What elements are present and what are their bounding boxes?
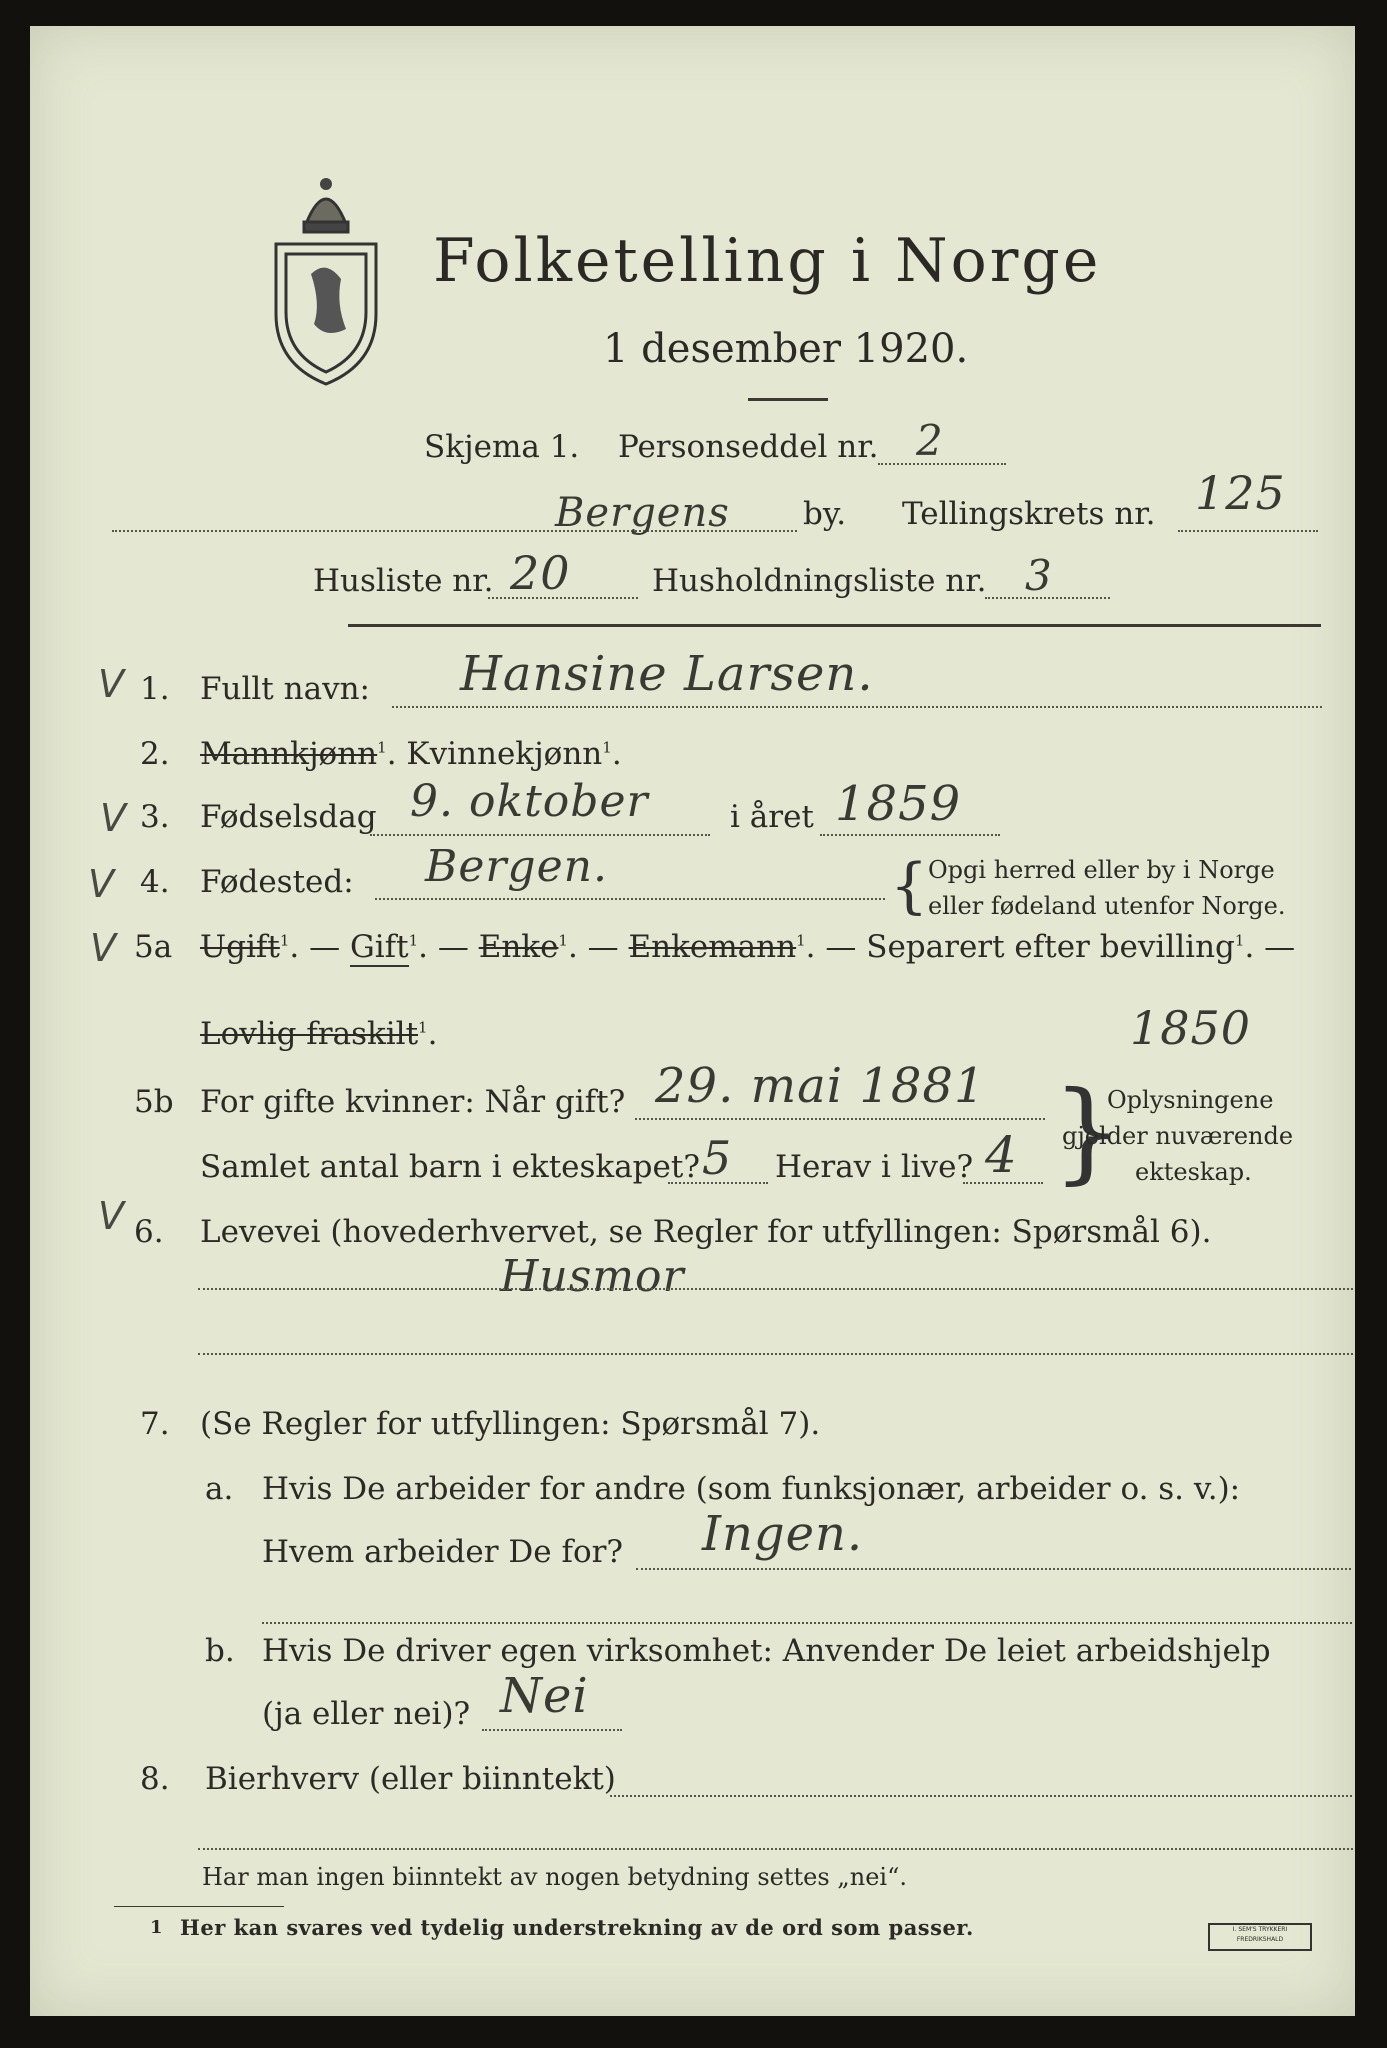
q5b-ilive-value: 4 bbox=[985, 1126, 1018, 1184]
form-date: 1 desember 1920. bbox=[603, 326, 969, 372]
q5a-sup-ugift: 1 bbox=[279, 931, 290, 950]
q2-options bbox=[200, 736, 622, 772]
q7a-value: Ingen. bbox=[702, 1506, 864, 1562]
q7a-line-2 bbox=[262, 1622, 1352, 1624]
q2-dot-2: . bbox=[611, 736, 622, 772]
option-kvinnekjonn: Kvinnekjønn bbox=[406, 736, 603, 772]
q4-label: Fødested: bbox=[200, 864, 354, 900]
option-separert: Separert efter bevilling bbox=[866, 929, 1235, 965]
label-personseddel: Personseddel nr. bbox=[618, 429, 879, 465]
footnote-text: Her kan svares ved tydelig understrekning av de ord som passer. bbox=[180, 1915, 974, 1940]
q3-year-line bbox=[820, 834, 1000, 836]
form-title: Folketelling i Norge bbox=[433, 226, 1102, 296]
q5a-sep-2: . — bbox=[418, 929, 469, 965]
q5a-sup-gift: 1 bbox=[408, 931, 419, 950]
q5a-margin-note: 1850 bbox=[1130, 1001, 1252, 1055]
q5b-brace: } bbox=[1052, 1067, 1122, 1195]
label-skjema: Skjema 1. bbox=[424, 429, 580, 465]
q7b-letter: b. bbox=[205, 1633, 235, 1669]
q6-label: Levevei (hovederhvervet, se Regler for utfyllingen: Spørsmål 6). bbox=[200, 1214, 1212, 1250]
q4-note-1: Opgi herred eller by i Norge bbox=[928, 856, 1275, 884]
census-form bbox=[30, 26, 1355, 2016]
q6-line-2 bbox=[198, 1353, 1353, 1355]
checkmark-q3: V bbox=[100, 796, 126, 840]
husliste-value: 20 bbox=[510, 546, 571, 600]
q1-line bbox=[392, 706, 1322, 708]
q3-year-label: i året bbox=[730, 799, 814, 835]
q7b-value: Nei bbox=[500, 1668, 589, 1724]
q5b-gift-value: 29. mai 1881 bbox=[655, 1058, 986, 1114]
q7a-label2: Hvem arbeider De for? bbox=[262, 1534, 624, 1570]
q7-number: 7. bbox=[140, 1406, 170, 1442]
q5b-label-gift: For gifte kvinner: Når gift? bbox=[200, 1084, 626, 1120]
q5b-note-3: ekteskap. bbox=[1135, 1158, 1252, 1186]
footnote-divider bbox=[114, 1906, 284, 1907]
q5b-gift-line bbox=[635, 1118, 1045, 1120]
q7a-text: Hvis De arbeider for andre (som funksjonær, arbeider o. s. v.): bbox=[262, 1471, 1241, 1507]
q5a-sep-3: . — bbox=[567, 929, 619, 965]
personseddel-value: 2 bbox=[916, 416, 944, 465]
checkmark-q6: V bbox=[98, 1194, 124, 1238]
q5a-number: 5a bbox=[134, 929, 173, 965]
q7a-line-1 bbox=[636, 1568, 1351, 1570]
q2-dot-1: . bbox=[386, 736, 397, 772]
option-ugift: Ugift bbox=[200, 929, 280, 965]
option-enkemann: Enkemann bbox=[628, 929, 797, 965]
q2-number: 2. bbox=[140, 736, 170, 772]
q2-sup-1: 1 bbox=[377, 738, 387, 757]
q4-number: 4. bbox=[140, 864, 170, 900]
q5a-sep-5: . — bbox=[1244, 929, 1296, 965]
q8-label: Bierhverv (eller biinntekt) bbox=[205, 1761, 616, 1797]
q8-line-2 bbox=[198, 1848, 1353, 1850]
checkmark-q5a: V bbox=[90, 926, 116, 970]
q5b-label-barn: Samlet antal barn i ekteskapet? bbox=[200, 1149, 700, 1185]
q6-number: 6. bbox=[134, 1214, 164, 1250]
option-mannkjonn: Mannkjønn bbox=[200, 736, 378, 772]
q3-day-value: 9. oktober bbox=[410, 776, 649, 827]
checkmark-q1: V bbox=[98, 662, 124, 706]
tellingskrets-line bbox=[1178, 530, 1318, 532]
checkmark-q4: V bbox=[88, 862, 114, 906]
q6-line-1 bbox=[198, 1288, 1353, 1290]
q5a-sup-enke: 1 bbox=[558, 931, 568, 950]
q8-line-1 bbox=[610, 1795, 1352, 1797]
label-husliste: Husliste nr. bbox=[313, 563, 494, 599]
q3-year-value: 1859 bbox=[835, 776, 962, 832]
option-enke: Enke bbox=[478, 929, 559, 965]
option-lovlig-fraskilt: Lovlig fraskilt bbox=[200, 1016, 419, 1052]
q3-day-line bbox=[370, 834, 710, 836]
q2-sup-2: 1 bbox=[602, 738, 612, 757]
header-divider bbox=[348, 624, 1321, 627]
q8-number: 8. bbox=[140, 1761, 170, 1797]
q3-label: Fødselsdag bbox=[200, 799, 377, 835]
q4-line bbox=[375, 898, 885, 900]
tellingskrets-value: 125 bbox=[1195, 466, 1286, 520]
label-tellingskrets: Tellingskrets nr. bbox=[902, 496, 1156, 532]
q5a-sep-4: . — bbox=[805, 929, 857, 965]
q6-value: Husmor bbox=[500, 1251, 685, 1302]
husholdning-value: 3 bbox=[1025, 551, 1053, 600]
q7b-line bbox=[482, 1729, 622, 1731]
q4-note-2: eller fødeland utenfor Norge. bbox=[928, 892, 1286, 920]
title-divider bbox=[748, 398, 828, 401]
q5b-barn-value: 5 bbox=[702, 1131, 733, 1185]
q5a-sup-enkemann: 1 bbox=[796, 931, 806, 950]
printer-stamp: I. SEM'S TRYKKERI FREDRIKSHALD bbox=[1208, 1923, 1312, 1951]
q7b-text: Hvis De driver egen virksomhet: Anvender De leiet arbeidshjelp bbox=[262, 1633, 1271, 1669]
q5b-note-2: gjelder nuværende bbox=[1062, 1122, 1294, 1150]
label-husholdning: Husholdningsliste nr. bbox=[652, 563, 987, 599]
q5a-options bbox=[200, 929, 1295, 965]
q4-value: Bergen. bbox=[425, 841, 608, 892]
q3-number: 3. bbox=[140, 799, 170, 835]
q7-label: (Se Regler for utfyllingen: Spørsmål 7). bbox=[200, 1406, 821, 1442]
label-by: by. bbox=[803, 496, 847, 532]
city-value: Bergens bbox=[555, 490, 730, 536]
footer-note: Har man ingen biinntekt av nogen betydning settes „nei“. bbox=[202, 1863, 907, 1891]
q5a-sep-1: . — bbox=[289, 929, 341, 965]
q5b-label-ilive: Herav i live? bbox=[775, 1149, 974, 1185]
q5a-lovlig bbox=[200, 1016, 437, 1052]
q1-label: Fullt navn: bbox=[200, 671, 370, 707]
q1-number: 1. bbox=[140, 671, 170, 707]
q5b-number: 5b bbox=[134, 1084, 174, 1120]
norway-coat-of-arms-icon bbox=[266, 164, 386, 389]
option-gift: Gift bbox=[349, 929, 409, 965]
q4-brace: { bbox=[890, 851, 929, 921]
q5a-end: . bbox=[427, 1016, 438, 1052]
q7a-letter: a. bbox=[205, 1471, 234, 1507]
q5a-sup-separert: 1 bbox=[1234, 931, 1245, 950]
q1-value: Hansine Larsen. bbox=[460, 646, 874, 702]
footnote-number: 1 bbox=[150, 1917, 163, 1938]
q5b-note-1: Oplysningene bbox=[1107, 1086, 1274, 1114]
q5a-sup-lovlig: 1 bbox=[418, 1018, 428, 1037]
q7b-label2: (ja eller nei)? bbox=[262, 1696, 471, 1732]
